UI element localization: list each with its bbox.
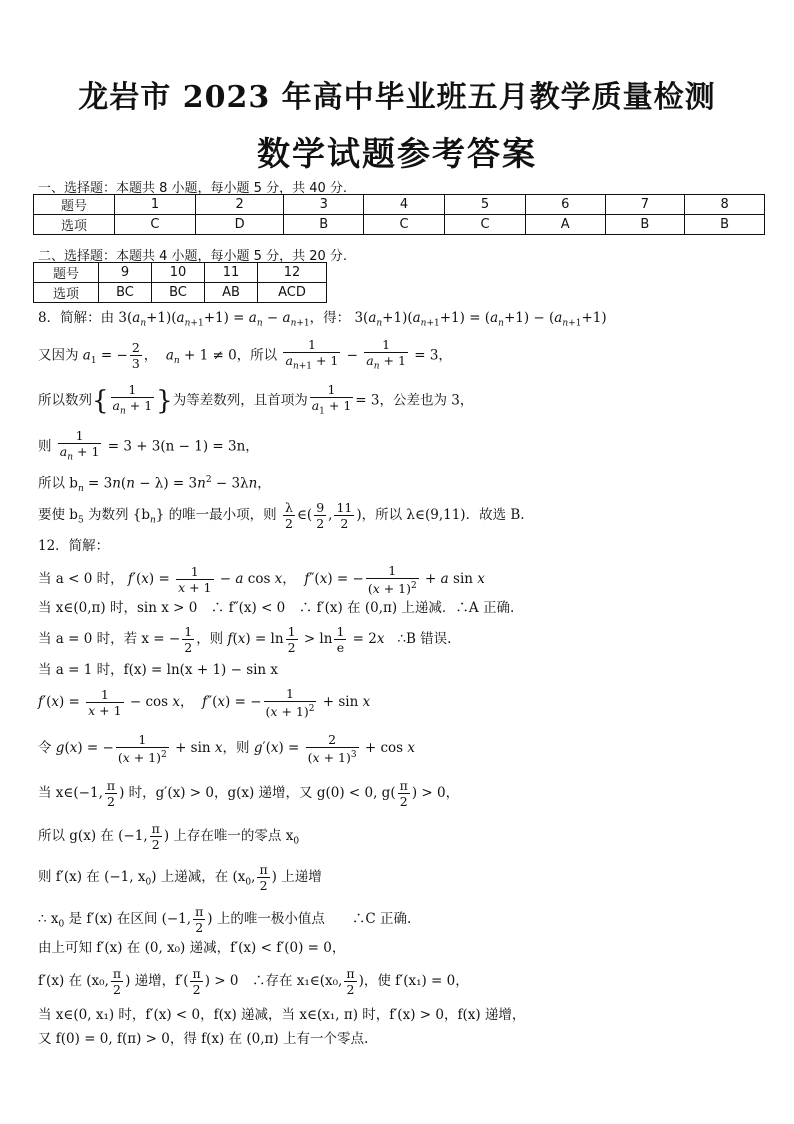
table-cell: C <box>364 215 445 235</box>
table-cell: 1 <box>115 195 196 215</box>
row-label: 题号 <box>34 195 115 215</box>
table-cell: 8 <box>685 195 765 215</box>
q12-line-3: 当 a = 0 时，若 x = − $\frac{1}{2}$ ，则 f(x) = ln $\frac{1}{2}$ > ln $\frac{1}{e}$ = 2x ∴B 错误. <box>38 624 452 655</box>
answer-table-2 <box>33 262 327 303</box>
table-row <box>34 263 327 283</box>
q8-line-4: 则 $\frac{1}{a_n + 1}$ = 3 + 3(n − 1) = 3n， <box>38 428 259 463</box>
q12-line-13: 当 x∈(0, x₁) 时，f′(x) < 0，f(x) 递减，当 x∈(x₁, π) 时，f′(x) > 0，f(x) 递增， <box>38 1007 526 1023</box>
row-label: 题号 <box>34 263 99 283</box>
table-cell: 5 <box>445 195 526 215</box>
row-label: 选项 <box>34 215 115 235</box>
document-title: 龙岩市 2023 年高中毕业班五月教学质量检测 <box>78 80 716 115</box>
q12-line-5: f′(x) = $\frac{1}{x + 1}$ − cos x， f″(x) = − $\frac{1}{(x + 1)^2}$ + sin x <box>38 686 371 720</box>
q8-line-2: 又因为 $a_1$ = − $\frac{2}{3}$ ， $a_n + 1 \ne 0$，所以 $\frac{1}{a_{n+1} + 1}$ − $\frac{1}{a_n + 1}$ = 3， <box>38 337 452 372</box>
q12-heading: 12．简解： <box>38 538 110 554</box>
q12-line-10: ∴ $x_0$ 是 f′(x) 在区间 (−1, $\frac{\pi}{2}$ ) 上的唯一极小值点 ∴C 正确. <box>38 904 412 935</box>
table-cell: C <box>445 215 526 235</box>
table-cell: D <box>195 215 283 235</box>
table-cell: AB <box>205 283 258 303</box>
table-row <box>34 215 765 235</box>
table-cell: 6 <box>525 195 605 215</box>
q8-line-6: 要使 $b_5$ 为数列 $\{b_n\}$ 的唯一最小项，则 $\frac{\lambda}{2}$ ∈( $\frac{9}{2}$ , $\frac{11}{2}$ )，所以 λ∈(9,11)．故选 B. <box>38 500 525 531</box>
table-cell: C <box>115 215 196 235</box>
table-cell: 11 <box>205 263 258 283</box>
q12-line-9: 则 f′(x) 在 (−1, $x_0$) 上递减，在 ($x_0$, $\frac{\pi}{2}$ ) 上递增 <box>38 862 322 893</box>
table-cell: B <box>685 215 765 235</box>
table-cell: 4 <box>364 195 445 215</box>
q8-line-1: 8．简解：由 $3(a_n+1)(a_{n+1}+1) = a_n - a_{n+1}$，得： $3(a_n+1)(a_{n+1}+1) = (a_n+1) - (a_{n+1}+1)$ <box>38 310 607 329</box>
table-row <box>34 195 765 215</box>
q12-line-6: 令 g(x) = − $\frac{1}{(x + 1)^2}$ + sin x，则 g′(x) = $\frac{2}{(x + 1)^3}$ + cos x <box>38 732 416 766</box>
q8-line-3: 所以数列{ $\frac{1}{a_n + 1}$ }为等差数列，且首项为 $\frac{1}{a_1 + 1}$ = 3，公差也为 3， <box>38 382 474 417</box>
table-cell: 2 <box>195 195 283 215</box>
answer-table-1 <box>33 194 765 235</box>
table-cell: 12 <box>258 263 327 283</box>
table-cell: 3 <box>284 195 364 215</box>
table-cell: 7 <box>605 195 685 215</box>
q12-line-8: 所以 g(x) 在 (−1, $\frac{\pi}{2}$ ) 上存在唯一的零点 $x_0$ <box>38 821 300 852</box>
table-cell: B <box>284 215 364 235</box>
q8-line-5: 所以 $b_n = 3n(n - \lambda) = 3n^2 - 3\lambda n$， <box>38 475 271 495</box>
table-cell: BC <box>152 283 205 303</box>
document-subtitle: 数学试题参考答案 <box>257 134 537 173</box>
table-cell: B <box>605 215 685 235</box>
section1-heading: 一、选择题：本题共 8 小题，每小题 5 分，共 40 分. <box>38 181 348 196</box>
q12-line-14: 又 f(0) = 0, f(π) > 0，得 f(x) 在 (0,π) 上有一个零点. <box>38 1031 369 1047</box>
q12-line-2: 当 x∈(0,π) 时，sin x > 0 ∴ f″(x) < 0 ∴ f′(x) 在 (0,π) 上递减．∴A 正确. <box>38 600 515 616</box>
table-cell: 10 <box>152 263 205 283</box>
q12-line-11: 由上可知 f′(x) 在 (0, x₀) 递减，f′(x) < f′(0) = 0， <box>38 940 346 956</box>
table-cell: ACD <box>258 283 327 303</box>
section2-heading: 二、选择题：本题共 4 小题，每小题 5 分，共 20 分. <box>38 249 348 264</box>
table-row <box>34 283 327 303</box>
q12-line-12: f′(x) 在 (x₀, $\frac{\pi}{2}$ ) 递增，f′( $\frac{\pi}{2}$ ) > 0 ∴存在 x₁∈(x₀, $\frac{\pi}{2}$ )，使 f′(x₁) = 0， <box>38 966 469 997</box>
table-cell: BC <box>99 283 152 303</box>
q12-line-4: 当 a = 1 时，f(x) = ln(x + 1) − sin x <box>38 662 279 678</box>
q12-line-1: 当 a < 0 时， f′(x) = $\frac{1}{x + 1}$ − a cos x， f″(x) = − $\frac{1}{(x + 1)^2}$ + a sin x <box>38 563 485 597</box>
q12-line-7: 当 x∈(−1, $\frac{\pi}{2}$ ) 时，g′(x) > 0，g(x) 递增，又 g(0) < 0, g( $\frac{\pi}{2}$ ) > 0， <box>38 778 460 809</box>
row-label: 选项 <box>34 283 99 303</box>
table-cell: A <box>525 215 605 235</box>
table-cell: 9 <box>99 263 152 283</box>
